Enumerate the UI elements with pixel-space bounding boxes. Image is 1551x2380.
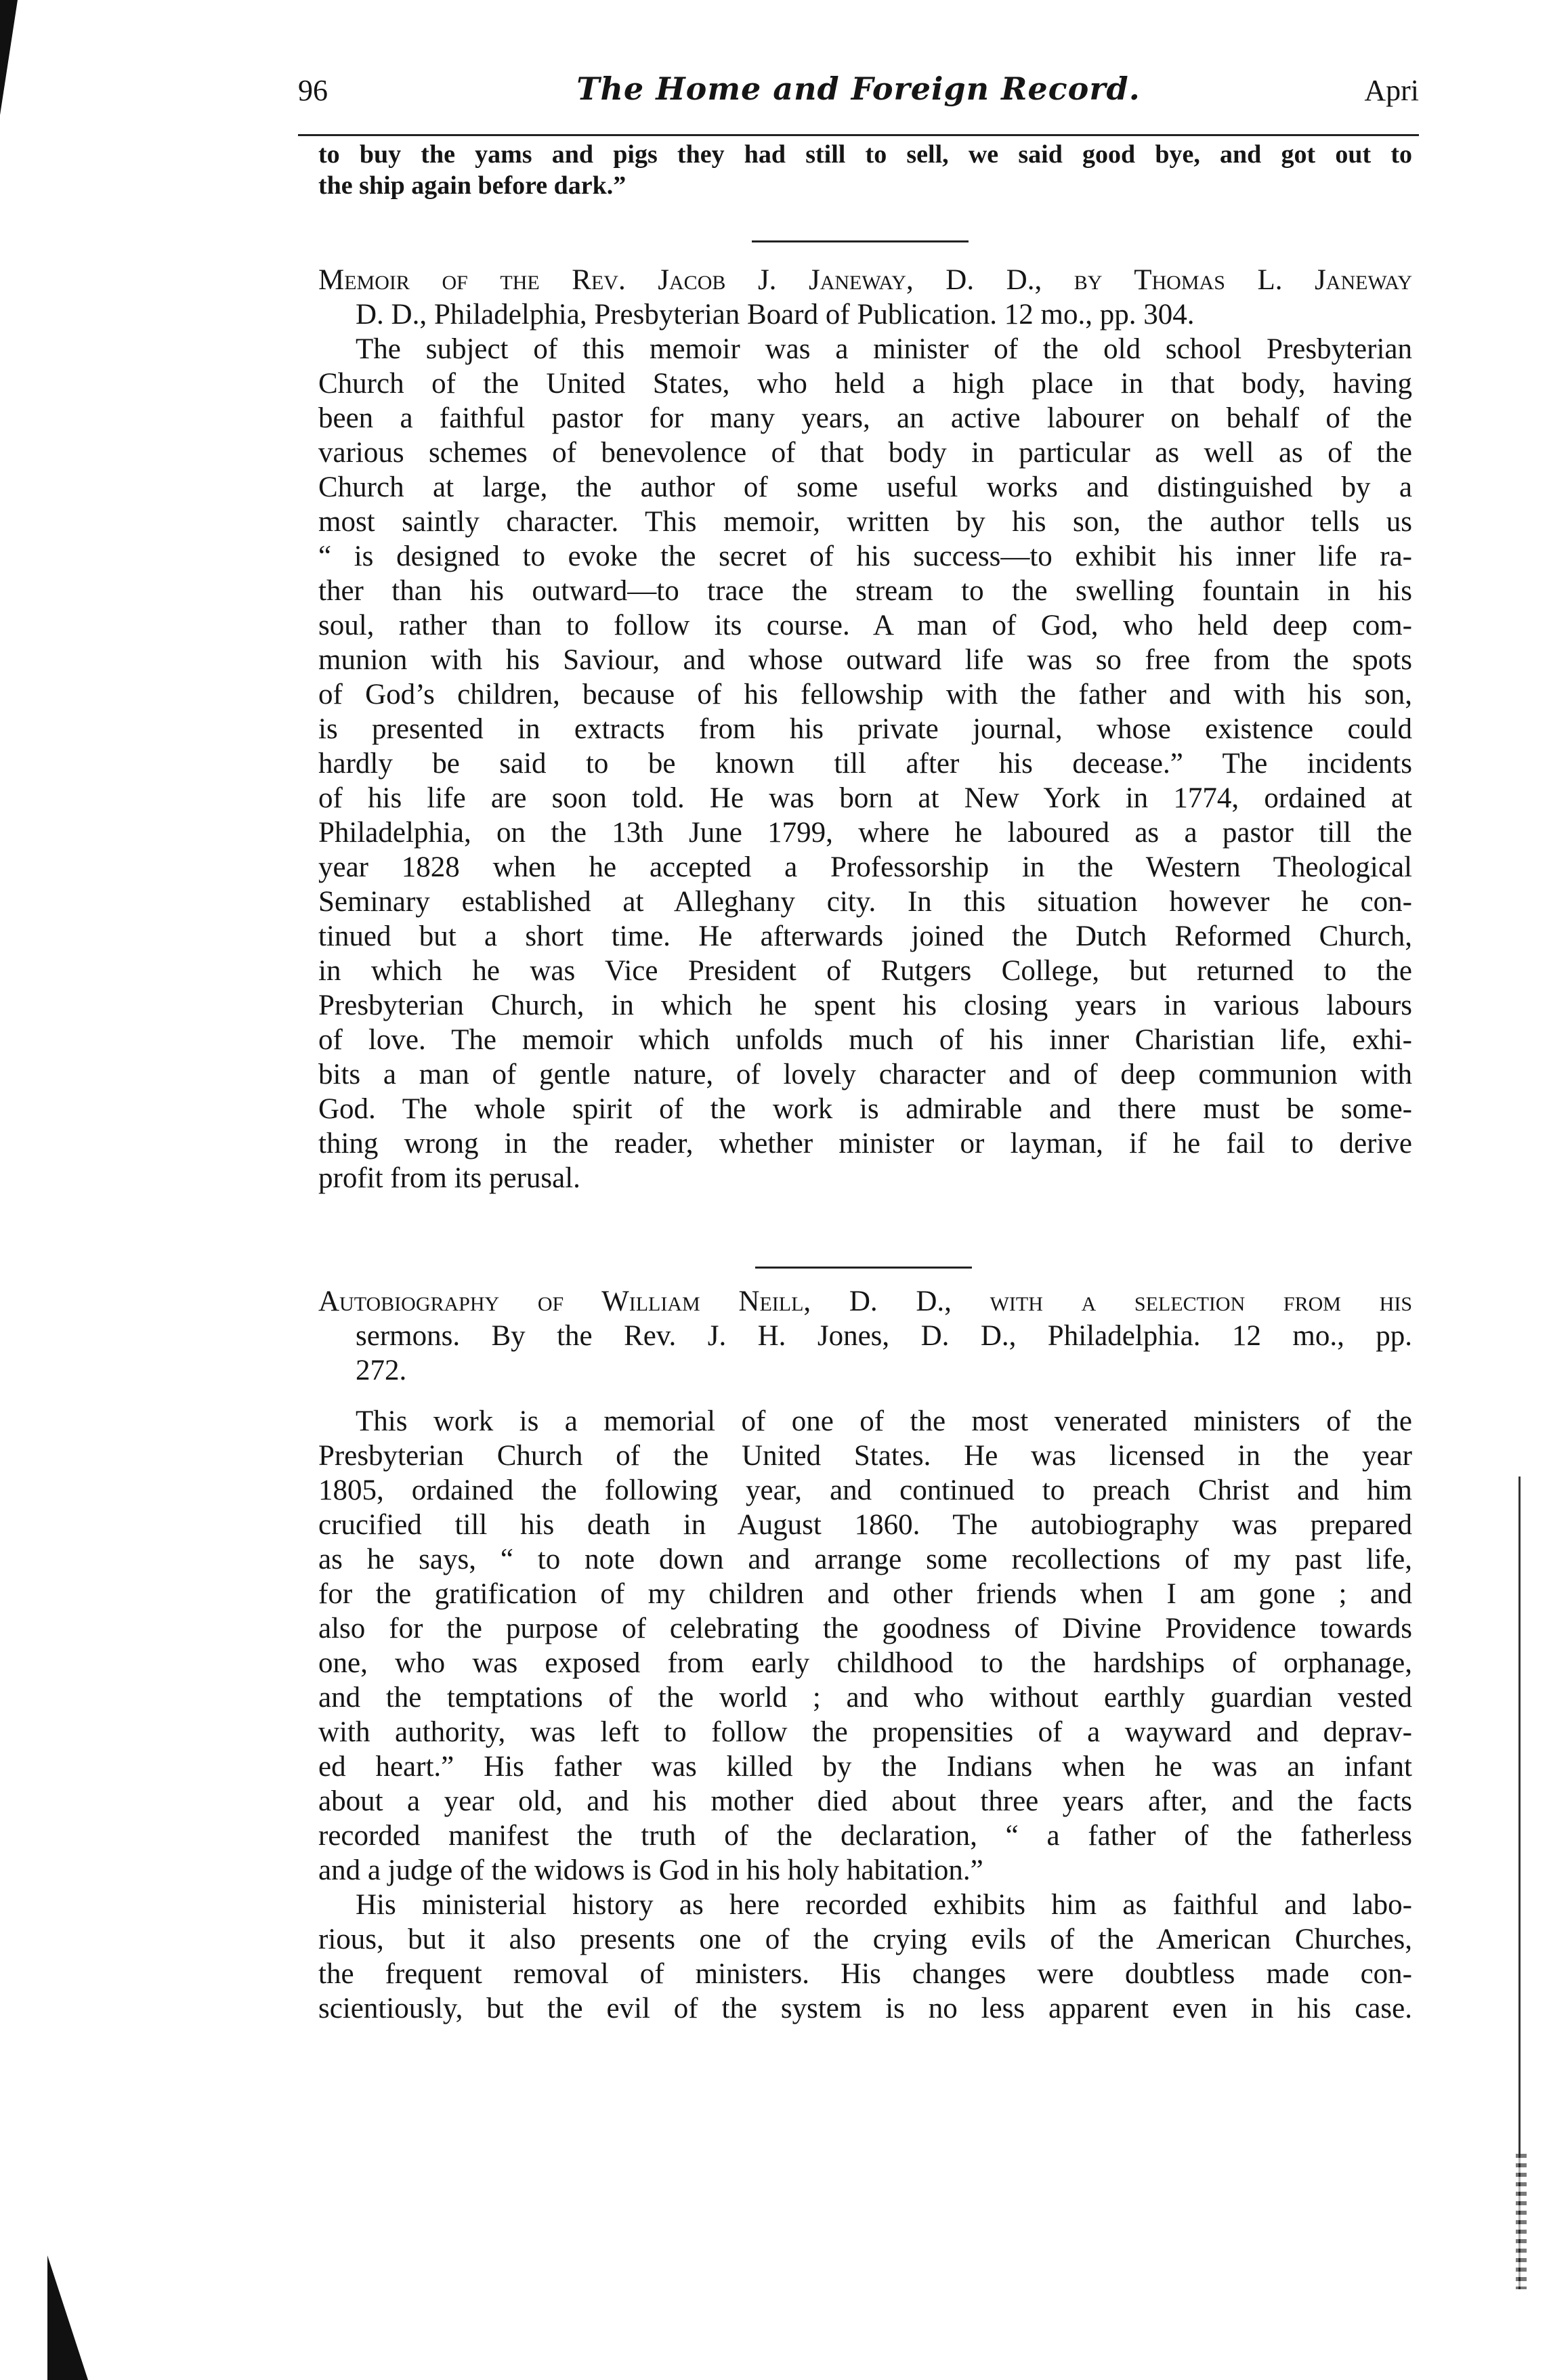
- text-line: thing wrong in the reader, whether minister or layman, if he fail to derive: [318, 1128, 1412, 1160]
- text-line: Presbyterian Church, in which he spent his closing years in various labours: [318, 990, 1412, 1021]
- text-line: most saintly character. This memoir, written by his son, the author tells us: [318, 506, 1412, 538]
- text-line: soul, rather than to follow its course. A man of God, who held deep com-: [318, 610, 1412, 641]
- text-line: of love. The memoir which unfolds much of his inner Charistian life, exhi-: [318, 1024, 1412, 1056]
- review-neill: [318, 1284, 1412, 2026]
- text-line: The subject of this memoir was a minister of the old school Presbyterian: [356, 333, 1412, 365]
- page-header: [298, 68, 1419, 122]
- review-heading-line: sermons. By the Rev. J. H. Jones, D. D., Philadelphia. 12 mo., pp.: [356, 1320, 1412, 1352]
- text-line: recorded manifest the truth of the declaration, “ a father of the fatherless: [318, 1820, 1412, 1852]
- review-janeway: [318, 263, 1412, 1195]
- text-line: about a year old, and his mother died about three years after, and the facts: [318, 1785, 1412, 1817]
- text-line: year 1828 when he accepted a Professorship in the Western Theological: [318, 851, 1412, 883]
- review-heading-line: 272.: [356, 1355, 407, 1386]
- text-line: rious, but it also presents one of the crying evils of the American Churches,: [318, 1924, 1412, 1955]
- text-line: bits a man of gentle nature, of lovely character and of deep communion with: [318, 1059, 1412, 1090]
- text-line: Philadelphia, on the 13th June 1799, where he laboured as a pastor till the: [318, 817, 1412, 849]
- text-line: in which he was Vice President of Rutgers College, but returned to the: [318, 955, 1412, 987]
- review-heading-line: Autobiography of William Neill, D. D., with a selection from his: [318, 1285, 1412, 1317]
- page-number: 96: [298, 74, 328, 107]
- text-line: the frequent removal of ministers. His changes were doubtless made con-: [318, 1958, 1412, 1990]
- section-separator: [755, 1267, 972, 1269]
- text-line: the ship again before dark.”: [318, 171, 626, 200]
- text-line: This work is a memorial of one of the most venerated ministers of the: [356, 1405, 1412, 1437]
- text-line: is presented in extracts from his private journal, whose existence could: [318, 713, 1412, 745]
- review-heading-line: Memoir of the Rev. Jacob J. Janeway, D. D., by Thomas L. Janeway: [318, 264, 1412, 296]
- text-line: His ministerial history as here recorded exhibits him as faithful and labo-: [356, 1889, 1412, 1921]
- text-line: Seminary established at Alleghany city. In this situation however he con-: [318, 886, 1412, 918]
- text-line: Presbyterian Church of the United States. He was licensed in the year: [318, 1440, 1412, 1472]
- text-line: crucified till his death in August 1860. The autobiography was prepared: [318, 1509, 1412, 1541]
- text-line: ther than his outward—to trace the stream to the swelling fountain in his: [318, 575, 1412, 607]
- text-line: with authority, was left to follow the propensities of a wayward and deprav-: [318, 1716, 1412, 1748]
- running-title: The Home and Foreign Record.: [576, 70, 1141, 107]
- section-separator: [752, 240, 969, 242]
- text-line: Church at large, the author of some useful works and distinguished by a: [318, 471, 1412, 503]
- header-rule: [298, 134, 1419, 136]
- text-line: and the temptations of the world ; and who without earthly guardian vested: [318, 1682, 1412, 1714]
- text-line: also for the purpose of celebrating the goodness of Divine Providence towards: [318, 1613, 1412, 1644]
- text-line: “ is designed to evoke the secret of his success—to exhibit his inner life ra-: [318, 540, 1412, 572]
- text-line: Church of the United States, who held a high place in that body, having: [318, 368, 1412, 400]
- text-line: one, who was exposed from early childhood to the hardships of orphanage,: [318, 1647, 1412, 1679]
- text-line: and a judge of the widows is God in his holy habitation.”: [318, 1854, 983, 1886]
- text-line: ed heart.” His father was killed by the Indians when he was an infant: [318, 1751, 1412, 1783]
- review-heading-line: D. D., Philadelphia, Presbyterian Board of Publication. 12 mo., pp. 304.: [356, 299, 1195, 331]
- corner-mark-bottom-left: [47, 2255, 88, 2380]
- text-line: 1805, ordained the following year, and continued to preach Christ and him: [318, 1474, 1412, 1506]
- text-line: munion with his Saviour, and whose outward life was so free from the spots: [318, 644, 1412, 676]
- text-line: God. The whole spirit of the work is admirable and there must be some-: [318, 1093, 1412, 1125]
- text-line: of God’s children, because of his fellowship with the father and with his son,: [318, 679, 1412, 710]
- scan-edge-speckle: [1516, 2154, 1527, 2289]
- text-line: been a faithful pastor for many years, an active labourer on behalf of the: [318, 402, 1412, 434]
- header-month: Apri: [1364, 74, 1419, 107]
- text-line: for the gratification of my children and other friends when I am gone ; and: [318, 1578, 1412, 1610]
- text-line: various schemes of benevolence of that body in particular as well as of the: [318, 437, 1412, 469]
- text-line: tinued but a short time. He afterwards joined the Dutch Reformed Church,: [318, 920, 1412, 952]
- text-line: profit from its perusal.: [318, 1162, 580, 1194]
- corner-mark-top-left: [0, 0, 18, 115]
- text-line: to buy the yams and pigs they had still to sell, we said good bye, and got out to: [318, 140, 1412, 169]
- intro-quote: [318, 139, 1412, 201]
- text-line: of his life are soon told. He was born at New York in 1774, ordained at: [318, 782, 1412, 814]
- text-line: hardly be said to be known till after his decease.” The incidents: [318, 748, 1412, 780]
- text-line: scientiously, but the evil of the system is no less apparent even in his case.: [318, 1993, 1412, 2024]
- text-line: as he says, “ to note down and arrange some recollections of my past life,: [318, 1544, 1412, 1575]
